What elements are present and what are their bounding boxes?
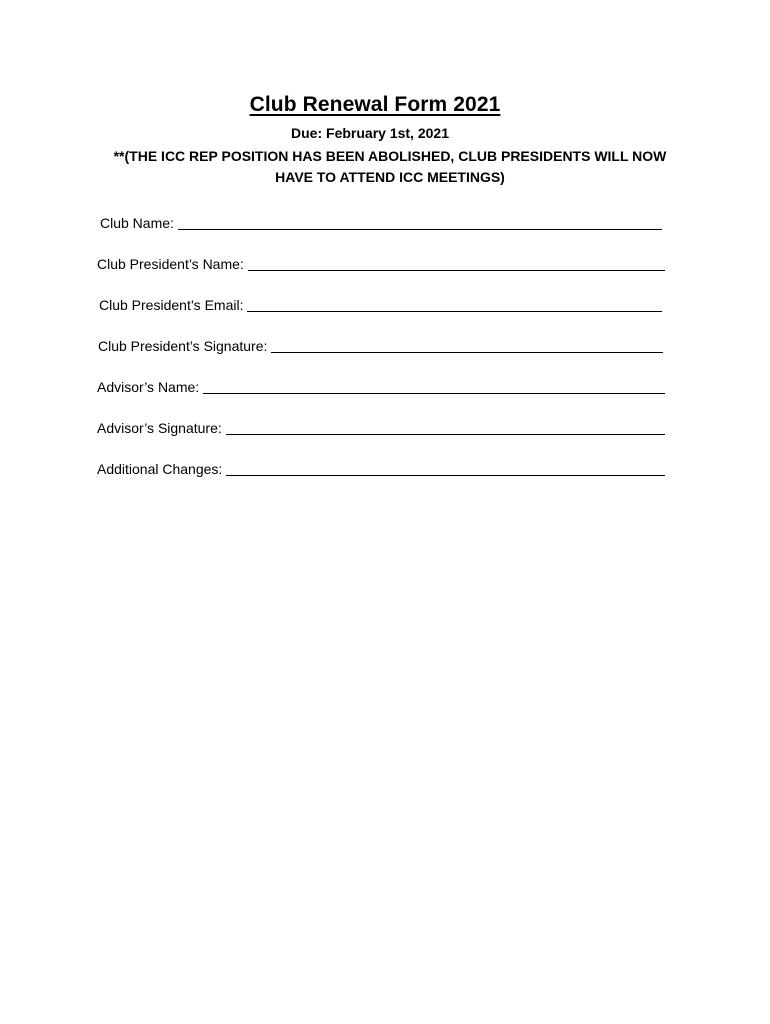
club-name-field	[100, 211, 662, 231]
due-date: Due: February 1st, 2021	[291, 125, 449, 141]
president-name-field	[97, 252, 665, 272]
notice-text: **(THE ICC REP POSITION HAS BEEN ABOLISHED, CLUB PRESIDENTS WILL NOW HAVE TO ATTEND ICC MEETINGS)	[113, 148, 667, 185]
additional-changes-line[interactable]	[226, 475, 665, 476]
president-email-field	[99, 293, 662, 313]
advisor-signature-field	[97, 416, 665, 436]
club-name-label: Club Name:	[100, 215, 174, 231]
form-title: Club Renewal Form 2021	[249, 93, 501, 116]
advisor-name-label: Advisor’s Name:	[97, 379, 200, 395]
president-signature-field	[98, 334, 663, 354]
club-name-line[interactable]	[178, 229, 662, 230]
president-email-label: Club President’s Email:	[99, 297, 244, 313]
advisor-name-line[interactable]	[203, 393, 665, 394]
president-signature-label: Club President’s Signature:	[98, 338, 268, 354]
president-email-line[interactable]	[247, 311, 662, 312]
additional-changes-field	[97, 457, 665, 477]
advisor-signature-label: Advisor’s Signature:	[97, 420, 222, 436]
additional-changes-label: Additional Changes:	[97, 461, 223, 477]
advisor-name-field	[97, 375, 665, 395]
president-name-label: Club President’s Name:	[97, 256, 244, 272]
president-name-line[interactable]	[248, 270, 665, 271]
president-signature-line[interactable]	[271, 352, 663, 353]
advisor-signature-line[interactable]	[226, 434, 665, 435]
